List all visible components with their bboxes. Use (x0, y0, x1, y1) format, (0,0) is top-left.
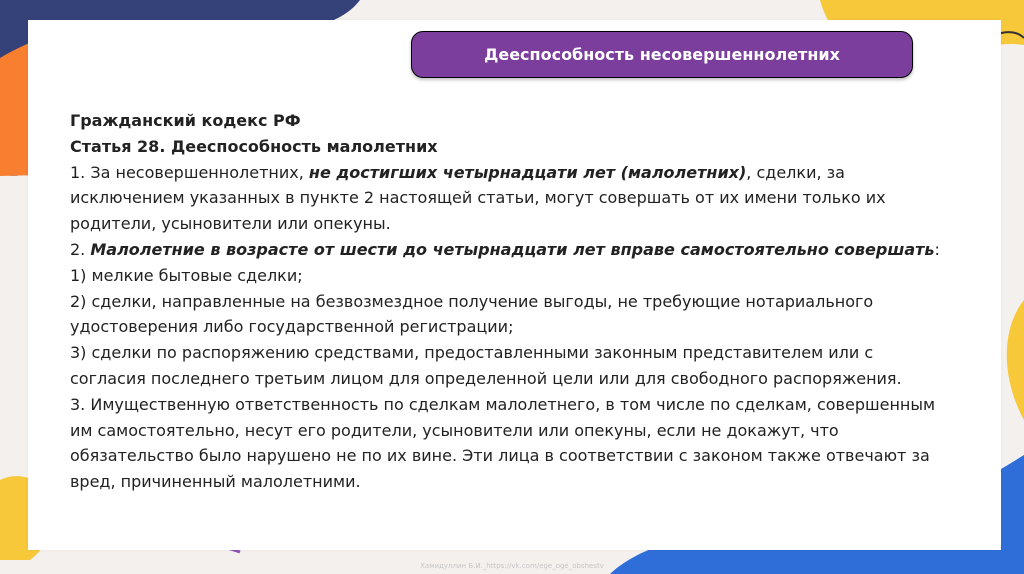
paragraph-1-emphasis: не достигших четырнадцати лет (малолетних) (308, 162, 747, 182)
paragraph-3: 3. Имущественную ответственность по сделкам малолетнего, в том числе по сделкам, совершенным им самостоятельно, несут его родители, усыновители или опекуны, если не докажут, что обязательство было нарушено не по их вине. Эти лица в соответствии с законом также отвечают за вред, причиненный малолетними. (70, 394, 936, 492)
article-text (70, 108, 950, 495)
list-item-3: 3) сделки по распоряжению средствами, предоставленными законным представителем или с согласия последнего третьим лицом для определенной цели или для свободного распоряжения. (70, 343, 902, 388)
list-item-1: 1) мелкие бытовые сделки; (70, 265, 303, 285)
paragraph-2: 2. Малолетние в возрасте от шести до четырнадцати лет вправе самостоятельно совершать: (70, 239, 940, 259)
yellow-blob-right (1007, 300, 1024, 420)
list-item-2: 2) сделки, направленные на безвозмездное получение выгоды, не требующие нотариального удостоверения либо государственной регистрации; (70, 291, 874, 337)
code-heading: Гражданский кодекс РФ (70, 111, 301, 130)
slide-title (411, 31, 913, 78)
article-heading: Статья 28. Дееспособность малолетних (70, 136, 438, 156)
paragraph-2-emphasis: Малолетние в возрасте от шести до четырнадцати лет вправе самостоятельно совершать (90, 239, 935, 259)
footer-credit: Хамидуллин Б.И._https://vk.com/ege_oge_obshestv (420, 562, 604, 570)
paragraph-1: 1. За несовершеннолетних, не достигших четырнадцати лет (малолетних), сделки, за исключением указанных в пункте 2 настоящей статьи, могут совершать от их имени только их родители, усыновители или опекуны. (70, 162, 886, 234)
slide-title-text: Дееспособность несовершеннолетних (484, 45, 840, 64)
